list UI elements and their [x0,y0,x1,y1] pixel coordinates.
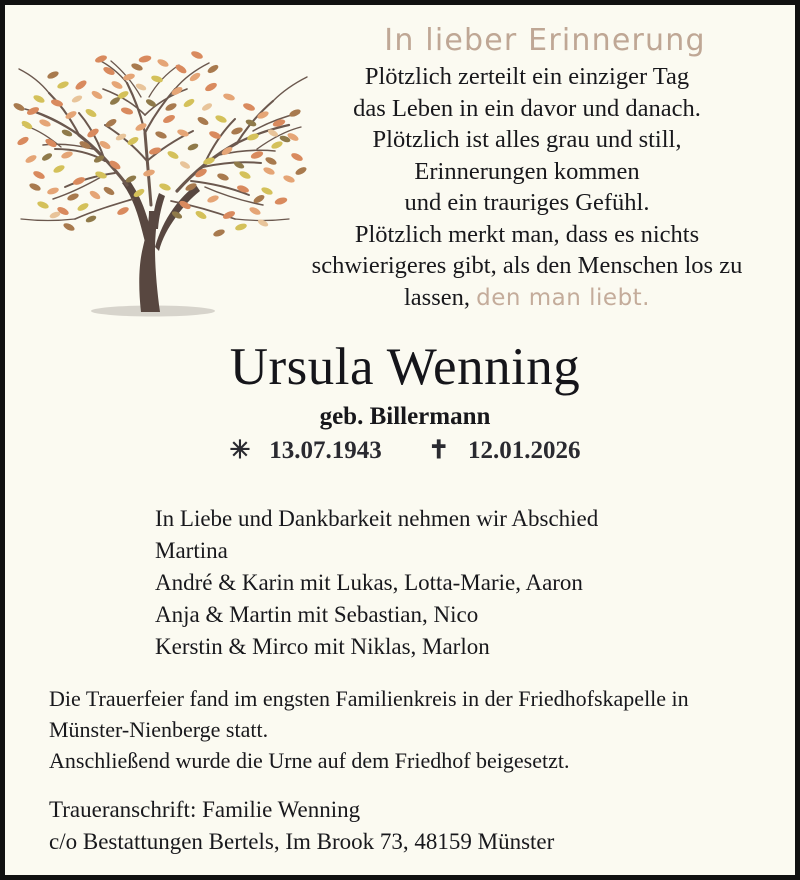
deceased-maiden-name: geb. Billermann [319,403,491,430]
family-member-line: Kerstin & Mirco mit Niklas, Marlon [155,634,490,659]
poem-line: Erinnerungen kommen [414,157,640,185]
family-member-line: André & Karin mit Lukas, Lotta-Marie, Aaron [155,570,583,595]
poem-line: und ein trauriges Gefühl. [404,189,650,216]
birth-date: 13.07.1943 [269,437,382,464]
family-member-line: Anja & Martin mit Sebastian, Nico [155,602,479,627]
tree-branches [19,59,307,221]
poem-line: das Leben in ein davor und danach. [353,94,701,122]
deceased-name-block [45,337,765,466]
service-line: Die Trauerfeier fand im engsten Familienkreis in der Friedhofskapelle in [49,686,689,711]
condolence-address-block [49,794,779,858]
family-mourners-block [155,503,775,663]
service-line: Anschließend wurde die Urne auf dem Friedhof beigesetzt. [49,748,570,773]
address-line: c/o Bestattungen Bertels, Im Brook 73, 48159 Münster [49,829,555,854]
poem-line: Plötzlich merkt man, dass es nichts [354,220,700,248]
tree-trunk [122,178,200,312]
memorial-poem [267,61,787,314]
death-date: 12.01.2026 [467,437,581,464]
memorial-heading: In lieber Erinnerung [384,23,706,58]
poem-final-handwritten: den man liebt. [476,284,650,311]
poem-line: Plötzlich zerteilt ein einziger Tag [364,63,690,90]
death-symbol-icon: ✝ [428,437,450,464]
deceased-full-name: Ursula Wenning [229,338,581,396]
poem-line: Plötzlich ist alles grau und still, [372,126,682,153]
service-line: Münster-Nienberge statt. [49,717,269,742]
address-line: Traueranschrift: Familie Wenning [49,797,361,822]
funeral-service-block [49,683,779,776]
tree-leaves [12,50,307,238]
poem-final-serif: lassen, [403,283,470,311]
family-intro-line: In Liebe und Dankbarkeit nehmen wir Abschied [155,506,599,531]
poem-line: schwierigeres gibt, als den Menschen los zu [311,252,743,279]
family-member-line: Martina [155,538,228,563]
life-dates [45,436,765,466]
birth-symbol-icon: ✳ [229,437,251,464]
tree-shadow [91,306,215,317]
poem-line-final [267,282,787,315]
